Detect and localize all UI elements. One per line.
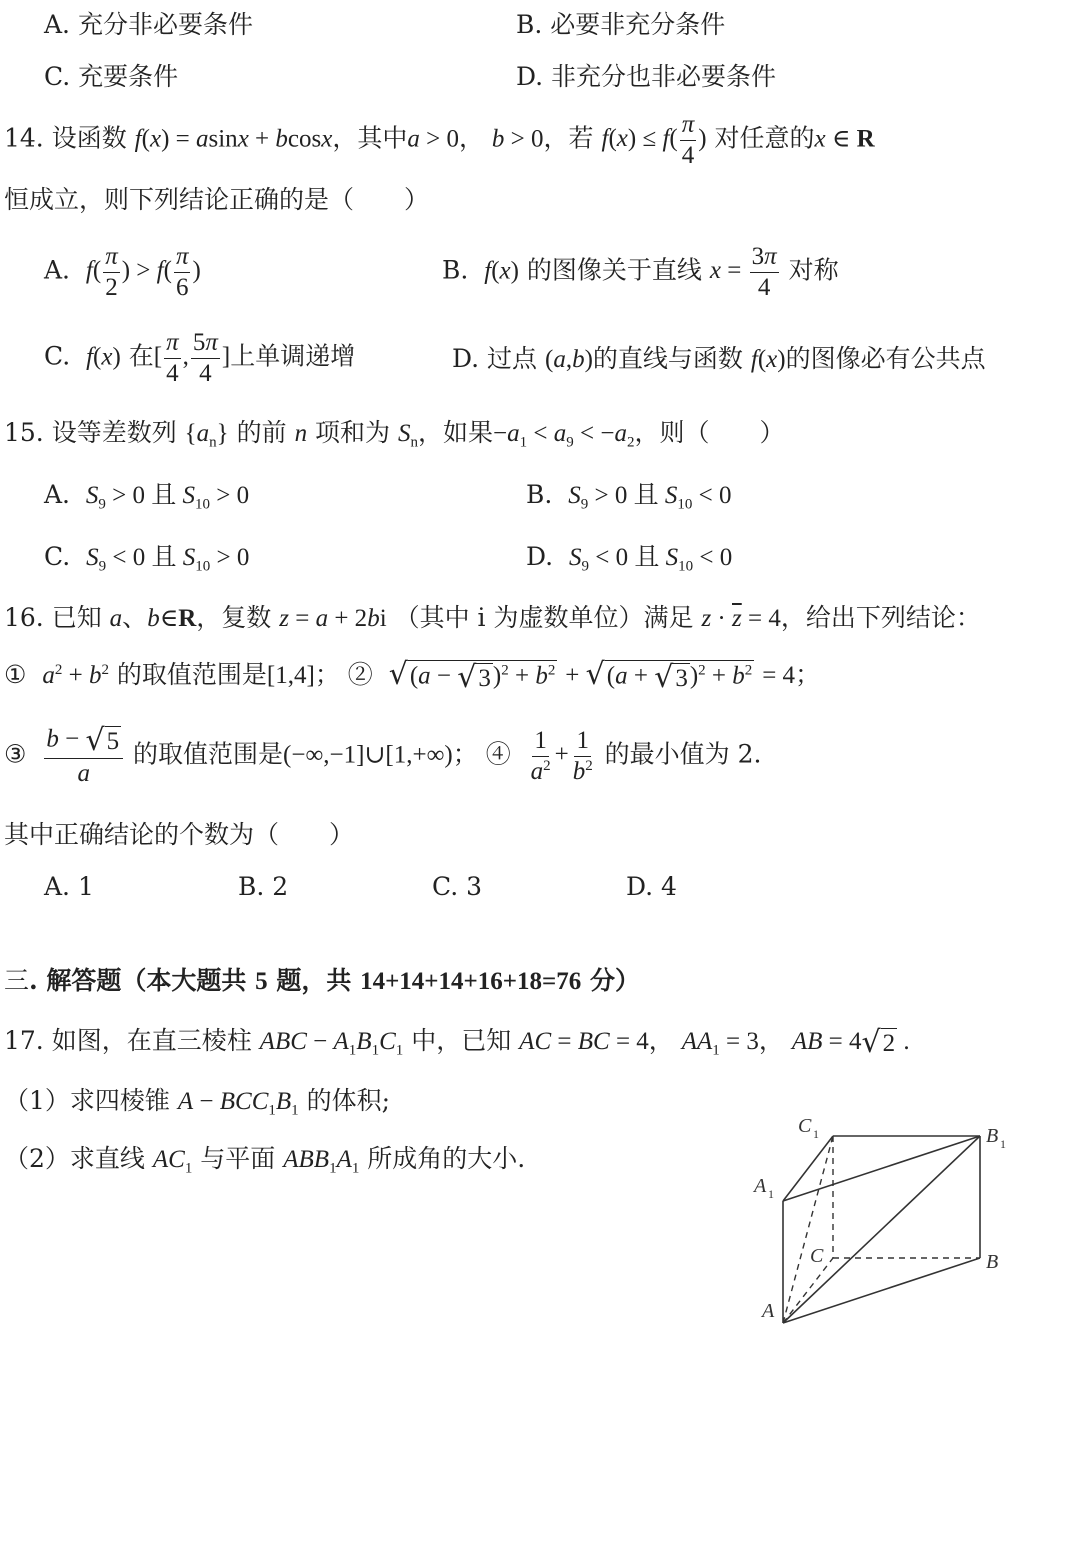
- q17-p2: （2）求直线: [4, 1144, 145, 1173]
- q16-stem: 16. 已知 a、b∈R，复数 z = a + 2bi （其中 i 为虚数单位）满足 $z \cdot \overline{z} = 4$，给出下列结论：: [4, 603, 981, 632]
- q16-option-b: B. 2: [238, 872, 289, 901]
- q15-option-b: B. $S_9 > 0$ 且 $S_{10} < 0$: [526, 480, 732, 513]
- q17-lead: 17. 如图，在直三棱柱: [4, 1026, 252, 1055]
- q14-ineq: f(x) ≤ f( $\frac{\pi}{4}$ ): [601, 111, 707, 170]
- q15-t1: 的前: [236, 418, 287, 447]
- section-3-points: 14+14+14+16+18=76: [360, 968, 582, 995]
- label-c1-sub: 1: [813, 1127, 819, 1141]
- q15-option-d: D. $S_9 < 0$ 且 $S_{10} < 0$: [526, 542, 733, 575]
- q15-and-b: 且: [633, 480, 659, 509]
- q14-option-d: D. 过点 (a,b)的直线与函数 f(x)的图像必有公共点: [452, 344, 986, 373]
- label-b: B: [986, 1251, 999, 1273]
- q16-option-d: D. 4: [626, 872, 677, 901]
- q16-ask: 其中正确结论的个数为（ ）: [4, 820, 355, 849]
- q16-c1-mark: ①: [4, 660, 27, 689]
- prism-figure: [740, 1110, 1040, 1340]
- q17-p1: （1）求四棱锥: [4, 1086, 170, 1115]
- q15-and-d: 且: [634, 542, 660, 571]
- q16-option-c: C. 3: [432, 872, 483, 901]
- section-3-title-f: 分）: [581, 966, 641, 995]
- q15-and-a: 且: [151, 480, 177, 509]
- q17-part-2: （2）求直线 $AC_1$ 与平面 $ABB_1A_1$ 所成角的大小.: [4, 1144, 526, 1177]
- section-3-title-b: . 解答题（本大题共: [29, 966, 256, 995]
- label-c1: C: [798, 1115, 812, 1137]
- q15-lead: 15. 设等差数列: [4, 418, 177, 447]
- edge-a-b: [783, 1258, 980, 1323]
- section-3-numeral: 三: [4, 966, 30, 995]
- q17-p2-mid: 与平面: [200, 1144, 276, 1173]
- diagonal-a-b1: [783, 1136, 980, 1323]
- label-b1-sub: 1: [1000, 1137, 1006, 1151]
- q15-t2: 项和为: [315, 418, 391, 447]
- q16-c1-text: 的取值范围是: [116, 660, 267, 689]
- q17-part-1: （1）求四棱锥 $A - BCC_1B_1$ 的体积;: [4, 1086, 391, 1119]
- q14-opt-b-label: B.: [442, 255, 469, 285]
- edge-a1-b1: [783, 1136, 980, 1201]
- q15-opt-a-label: A.: [44, 480, 71, 509]
- q16-c2-mark: ②: [347, 660, 373, 689]
- q14-bold-r: R: [856, 125, 875, 153]
- q16-conclusion-3-4: ③ b − √ 5 a 的取值范围是(−∞,−1]∪[1,+∞)； ④ $\frac{1}{a^2}$ + $\frac{1}{b^2}$ 的最小值为 2.: [4, 723, 762, 787]
- q15-opt-d-label: D.: [526, 542, 554, 571]
- label-a1: A: [754, 1175, 767, 1197]
- q14-opt-c-label: C.: [44, 341, 71, 371]
- q14-opt-b-t2: 对称: [788, 255, 839, 285]
- label-b1: B: [986, 1125, 999, 1147]
- q14-t2: ，若: [543, 123, 594, 153]
- q15-t4: ，则（ ）: [634, 418, 785, 447]
- q16-c4-text: 的最小值为 2.: [604, 739, 762, 769]
- q16-bold-r: R: [178, 605, 197, 632]
- q14-stem-line2: 恒成立，则下列结论正确的是（ ）: [4, 185, 430, 214]
- q14-opt-c-t1: 在: [128, 341, 154, 371]
- q13-option-b: B. 必要非充分条件: [516, 10, 726, 39]
- q17-t1: 中，已知: [411, 1026, 512, 1055]
- q16-t3: （其中 i 为虚数单位）满足: [394, 603, 694, 632]
- q15-stem: 15. 设等差数列 $\{a_n\}$ 的前 n 项和为 $S_n$，如果$-a_1 < a_9 < -a_2$，则（ ）: [4, 418, 785, 451]
- q16-c3-text: 的取值范围是: [133, 739, 284, 769]
- q13-option-a: A. 充分非必要条件: [44, 10, 253, 39]
- q14-opt-c-t2: 上单调递增: [230, 341, 356, 371]
- q14-opt-a-label: A.: [44, 255, 71, 285]
- section-3-title: [4, 968, 640, 994]
- section-3-title-d: 题，共: [267, 966, 361, 995]
- edge-a1-c1: [783, 1136, 833, 1201]
- q14-option-b: B. f(x) 的图像关于直线 x = $\frac{3\pi}{4}$ 对称: [442, 243, 839, 302]
- diagonal-a-c1: [783, 1136, 833, 1323]
- q17-p1-end: 的体积;: [306, 1086, 391, 1115]
- q15-and-c: 且: [151, 542, 177, 571]
- q14-lead: 14. 设函数: [4, 123, 127, 153]
- q14-opt-d-label: D. 过点: [452, 344, 538, 373]
- q16-t4: ，给出下列结论：: [780, 603, 981, 632]
- q14-option-a: A. f( $\frac{\pi}{2}$ ) > f( $\frac{\pi}{6}$ ): [44, 243, 201, 302]
- q13-option-d: D. 非充分也非必要条件: [516, 62, 777, 91]
- label-c: C: [810, 1245, 824, 1267]
- q16-c4-mark: ④: [485, 739, 511, 769]
- q15-option-a: A. $S_9 > 0$ 且 $S_{10} > 0$: [44, 480, 250, 513]
- q14-t3: 对任意的: [714, 123, 815, 153]
- q17-stem: 17. 如图，在直三棱柱 ABC − $A_1B_1C_1$ 中，已知 AC = BC = 4， $AA_1 = 3$， AB = 4 √ 2 .: [4, 1025, 910, 1061]
- q16-c3-mark: ③: [4, 739, 27, 769]
- q16-lead: 16. 已知: [4, 603, 102, 632]
- edge-a-c: [783, 1258, 833, 1323]
- q14-func: f(x) = asinx + bcosx: [134, 125, 333, 153]
- q14-opt-d-t1: 的直线与函数: [592, 344, 743, 373]
- q15-opt-c-label: C.: [44, 542, 71, 571]
- q15-option-c: C. $S_9 < 0$ 且 $S_{10} > 0$: [44, 542, 250, 575]
- q16-t1: 、: [122, 603, 148, 632]
- q14-opt-d-t2: 的图像必有公共点: [785, 344, 986, 373]
- q16-conclusion-1-2: ① $a^2 + b^2$ 的取值范围是[1,4]； ② √ (a − √ 3 )$^2 + b^2$ + √ (a + √ 3 )$^2 + b^2$ = 4；: [4, 657, 821, 695]
- q13-option-c: C. 充要条件: [44, 62, 179, 91]
- section-3-count: 5: [255, 968, 268, 995]
- q14-t1: ，其中: [332, 123, 408, 153]
- label-a: A: [762, 1300, 775, 1322]
- q17-p2-end: 所成角的大小.: [367, 1144, 526, 1173]
- q14-opt-b-t1: 的图像关于直线: [526, 255, 702, 285]
- q15-opt-b-label: B.: [526, 480, 553, 509]
- q14-option-c: C. f(x) 在[ $\frac{\pi}{4}$ , $\frac{5\pi}{4}$ ]上单调递增: [44, 329, 356, 388]
- q14-cond-a: a > 0: [407, 125, 459, 153]
- q16-option-a: A. 1: [44, 872, 94, 901]
- q15-t3: ，如果: [418, 418, 494, 447]
- q14-stem: 14. 设函数 f(x) = asinx + bcosx，其中a > 0， b > 0，若 f(x) ≤ f( $\frac{\pi}{4}$ ) 对任意的x ∈ R: [4, 111, 875, 170]
- label-a1-sub: 1: [768, 1187, 774, 1201]
- q16-t2: ，复数: [196, 603, 272, 632]
- q14-cond-b: b > 0: [491, 125, 544, 153]
